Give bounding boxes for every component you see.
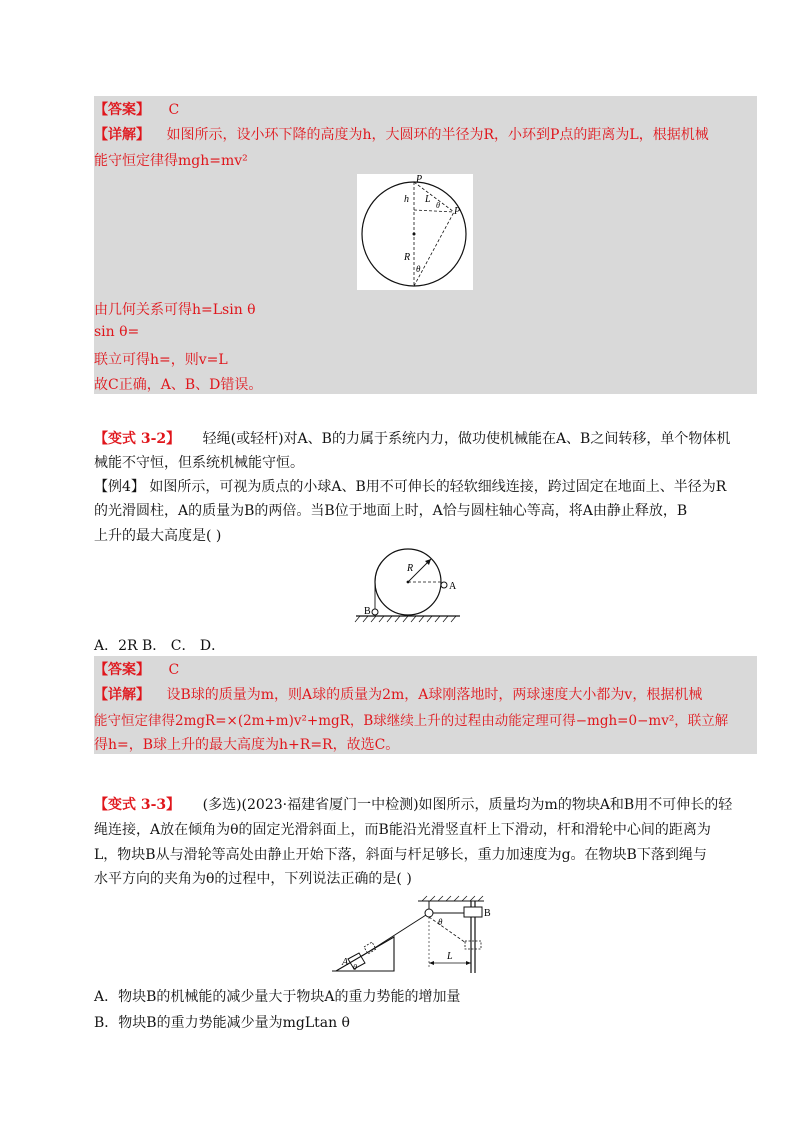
answer-box-2 [94, 656, 757, 754]
variant-3-3-option-a: A．物块B的机械能的减少量大于物块A的重力势能的增加量 [94, 989, 461, 1005]
variant-3-2-label: 【变式 3-2】 [94, 431, 181, 447]
detail-text-4: sin θ= [94, 324, 140, 340]
variant-3-3-text-4: 水平方向的夹角为θ的过程中，下列说法正确的是( ) [94, 871, 412, 887]
fig1-label-theta-top: θ [436, 201, 440, 210]
variant-3-3-option-b: B．物块B的重力势能减少量为mgLtan θ [94, 1015, 350, 1031]
variant-3-3-text-2: 绳连接，A放在倾角为θ的固定光滑斜面上，而B能沿光滑竖直杆上下滑动，杆和滑轮中心间的距离为 [94, 822, 711, 838]
detail-label: 【详解】 [94, 127, 150, 143]
detail-text-1: 如图所示，设小环下降的高度为h，大圆环的半径为R，小环到P点的距离为L，根据机械 [166, 127, 709, 143]
example-4-line-1: 【例4】 如图所示，可视为质点的小球A、B用不可伸长的轻软细线连接，跨过固定在地面上、半径为R [94, 479, 727, 495]
fig3-label-B: B [484, 908, 491, 919]
cylinder-figure [352, 546, 464, 628]
fig2-label-B: B [364, 606, 371, 617]
fig3-label-L: L [447, 951, 453, 962]
detail-text-2: 能守恒定律得mgh=mv² [94, 153, 248, 169]
incline-pulley-figure-svg [328, 893, 500, 977]
fig1-label-theta-bottom: θ [416, 264, 421, 274]
detail-2-text-3: 得h=，B球上升的最大高度为h+R=R，故选C。 [94, 737, 400, 753]
fig1-label-L: L [425, 194, 431, 205]
example-4-line-3: 上升的最大高度是( ) [94, 528, 222, 544]
answer-value-2: C [168, 662, 180, 678]
detail-text-3: 由几何关系可得h=Lsin θ [94, 302, 256, 318]
fig1-label-P-right: P [454, 206, 461, 217]
detail-text-5: 联立可得h=，则v=L [94, 352, 228, 368]
fig3-label-A: A [342, 957, 349, 968]
detail-line-2-1 [94, 684, 702, 704]
answer-line-1 [94, 99, 179, 119]
circle-figure-svg [357, 174, 473, 290]
fig1-label-h: h [404, 194, 409, 205]
example-4-line-2: 的光滑圆柱，A的质量为B的两倍。当B位于地面上时，A恰与圆柱轴心等高，将A由静止释放，B [94, 503, 688, 519]
answer-value: C [168, 102, 180, 118]
incline-pulley-figure [328, 893, 500, 977]
variant-3-3-line-1 [94, 794, 732, 814]
answer-line-2 [94, 659, 179, 679]
detail-label-2: 【详解】 [94, 687, 150, 703]
answer-label-2: 【答案】 [94, 662, 150, 678]
answer-box-1 [94, 96, 757, 394]
fig3-label-theta-incline: θ [353, 963, 357, 972]
fig2-label-R: R [407, 563, 414, 574]
fig1-label-R: R [404, 252, 411, 263]
detail-text-6: 故C正确，A、B、D错误。 [94, 377, 263, 393]
fig1-label-P-top: P [416, 174, 423, 185]
fig2-label-A: A [449, 581, 457, 592]
variant-3-3-text-1: (多选)(2023·福建省厦门一中检测)如图所示，质量均为m的物块A和B用不可伸长的轻 [202, 797, 733, 813]
variant-3-2-text-2: 械能不守恒，但系统机械能守恒。 [94, 455, 304, 471]
variant-3-3-label: 【变式 3-3】 [94, 797, 181, 813]
variant-3-3-text-3: L，物块B从与滑轮等高处由静止开始下落，斜面与杆足够长，重力加速度为g。在物块B下落到绳与 [94, 847, 707, 863]
cylinder-figure-svg [352, 546, 464, 628]
example-4-options: A．2R B． C． D． [94, 638, 226, 654]
fig3-label-theta-pulley: θ [438, 917, 443, 927]
detail-2-text-1: 设B球的质量为m，则A球的质量为2m，A球刚落地时，两球速度大小都为v，根据机械 [166, 687, 703, 703]
answer-label: 【答案】 [94, 102, 150, 118]
detail-2-text-2: 能守恒定律得2mgR=×(2m+m)v²+mgR，B球继续上升的过程由动能定理可得−mgh=0−mv²，联立解 [94, 713, 729, 729]
variant-3-2-line-1 [94, 428, 730, 448]
variant-3-2-text-1: 轻绳(或轻杆)对A、B的力属于系统内力，做功使机械能在A、B之间转移，单个物体机 [202, 431, 731, 447]
detail-line-1 [94, 124, 709, 144]
circle-figure [357, 174, 473, 290]
